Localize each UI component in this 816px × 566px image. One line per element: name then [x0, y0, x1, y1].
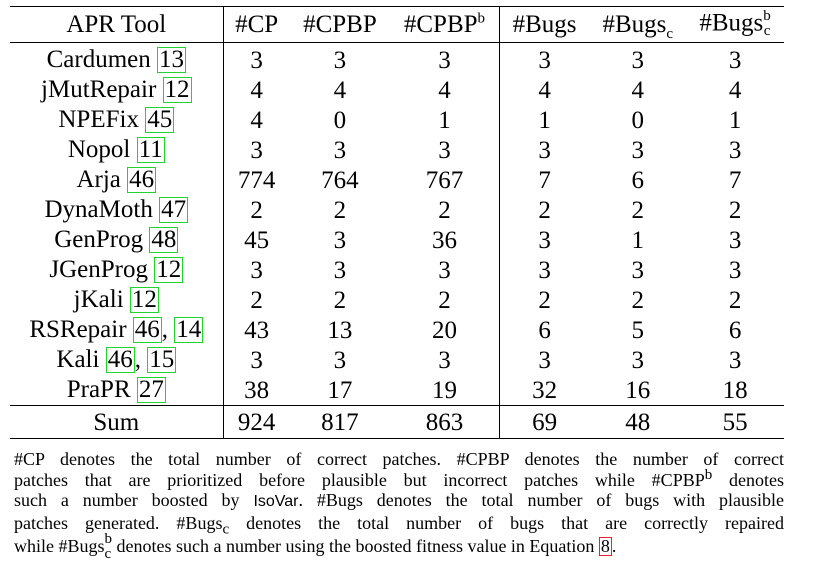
header-cpbp-boosted-text: #CPBP [403, 11, 478, 38]
header-bugs-correct-boosted [686, 7, 784, 43]
cell-cpbp: 764 [321, 166, 359, 194]
cell-bugs-correct: 1 [631, 226, 644, 254]
cell-cpbp: 0 [333, 106, 347, 134]
tool-name: Arja [76, 166, 121, 194]
tool-name: Cardumen [46, 46, 151, 74]
cell-bugs-correct: 3 [631, 346, 644, 374]
caption-line-3-b: . #Bugs denotes the total number of bugs with plausible [298, 490, 784, 510]
cell-bugs: 3 [538, 256, 551, 284]
caption-line-2-b: denotes [712, 469, 784, 490]
cell-bugs-correct: 3 [631, 136, 644, 164]
tool-name: GenProg [54, 226, 144, 254]
cell-cpbp-boosted: 3 [390, 345, 499, 375]
sum-cpbp-boosted: 863 [390, 406, 499, 439]
tool-cell: RSRepair 46, 14 [10, 315, 223, 345]
table-row [10, 315, 784, 345]
cell-cp: 3 [250, 256, 263, 284]
table-row [10, 225, 784, 255]
caption-line-4 [14, 512, 784, 538]
cell-cp: 38 [244, 376, 270, 404]
cell-bugs: 6 [538, 316, 551, 344]
tool-cell [10, 105, 223, 135]
caption-line-4-b: denotes the total number of bugs that are correctly repaired [229, 512, 784, 533]
caption-line-5-scripts [105, 532, 113, 562]
citation-link[interactable]: 27 [138, 376, 164, 404]
cell-bugs: 1 [538, 106, 551, 134]
caption-line-2 [14, 466, 784, 491]
table-row [10, 105, 784, 135]
cell-cpbp: 3 [333, 346, 347, 374]
citation-link[interactable]: 13 [158, 46, 184, 74]
cell-cpbp-boosted: 20 [390, 315, 499, 345]
cell-cp: 4 [250, 106, 263, 134]
cell-bugs: 32 [532, 376, 558, 404]
sum-cpbp: 817 [321, 408, 359, 436]
sum-row [10, 406, 784, 439]
results-table [10, 6, 784, 439]
cell-cpbp-boosted: 3 [390, 255, 499, 285]
caption-line-5 [14, 533, 784, 563]
table-row [10, 255, 784, 285]
citation-link[interactable]: 11 [138, 136, 163, 164]
cell-bugs-correct: 4 [631, 76, 644, 104]
cell-bugs: 2 [538, 286, 551, 314]
cell-cpbp-boosted: 2 [390, 195, 499, 225]
caption-line-2-a: patches that are prioritized before plausible but incorrect patches while #CPBP [14, 469, 705, 490]
sum-bugs-correct-boosted: 55 [722, 408, 748, 436]
cell-bugs-correct-boosted: 3 [728, 346, 742, 374]
tool-cell [10, 165, 223, 195]
header-cpbp-boosted-sup: b [477, 10, 486, 27]
citation-link[interactable]: 47 [161, 196, 187, 224]
cell-cpbp-boosted: 4 [390, 75, 499, 105]
cell-bugs-correct: 3 [631, 46, 644, 74]
cell-bugs: 3 [538, 46, 551, 74]
cell-bugs-correct: 3 [631, 256, 644, 284]
citation-link[interactable]: 15 [149, 346, 175, 374]
caption-line-5-end: . [611, 536, 617, 557]
header-bugs-correct-boosted-text: #Bugs [699, 9, 764, 37]
tool-cell [10, 43, 223, 76]
cell-bugs-correct-boosted: 18 [722, 376, 748, 404]
cell-bugs-correct-boosted: 6 [728, 316, 742, 344]
caption-line-5-sup: b [104, 531, 113, 547]
sum-bugs: 69 [532, 408, 558, 436]
table-row [10, 285, 784, 315]
header-apr-tool: APR Tool [10, 7, 223, 43]
tool-name: RSRepair [29, 316, 127, 344]
cell-bugs: 4 [538, 76, 551, 104]
equation-ref-link[interactable]: 8 [600, 536, 610, 557]
cell-bugs: 3 [538, 346, 551, 374]
cell-cp: 2 [250, 196, 263, 224]
cell-cp: 43 [244, 316, 270, 344]
sum-cp: 924 [237, 408, 276, 436]
cell-bugs-correct-boosted: 7 [728, 166, 742, 194]
cell-cpbp: 13 [327, 316, 353, 344]
tool-name: Kali [56, 346, 100, 374]
table-caption [14, 449, 784, 563]
cell-cp: 2 [250, 286, 263, 314]
citation-link[interactable]: 45 [147, 106, 173, 134]
citation-link[interactable]: 12 [131, 286, 157, 314]
caption-line-1: #CP denotes the total number of correct patches. #CPBP denotes the number of correct [14, 449, 784, 469]
citation-link[interactable]: 46 [134, 316, 160, 344]
citation-link[interactable]: 46 [129, 166, 155, 194]
cell-cpbp: 2 [333, 286, 347, 314]
cell-bugs: 2 [538, 196, 551, 224]
tool-cell: Kali 46, 15 [10, 345, 223, 375]
header-bugs-correct [589, 7, 686, 43]
tool-name: PraPR [66, 376, 131, 404]
cell-bugs-correct-boosted: 1 [728, 106, 742, 134]
header-bugs-correct-sub: c [666, 26, 674, 42]
cell-bugs-correct: 2 [631, 286, 644, 314]
cell-cp: 45 [244, 226, 270, 254]
citation-link[interactable]: 46 [107, 346, 133, 374]
cell-cp: 3 [250, 46, 263, 74]
header-bugs: #Bugs [512, 11, 577, 38]
cell-bugs-correct-boosted: 4 [728, 76, 742, 104]
caption-line-3 [14, 490, 784, 513]
cell-bugs-correct: 5 [631, 316, 644, 344]
cell-bugs-correct: 2 [631, 196, 644, 224]
cell-cpbp-boosted: 1 [390, 105, 499, 135]
tool-cell [10, 225, 223, 255]
table-body [10, 43, 784, 406]
cell-cpbp-boosted: 19 [390, 375, 499, 406]
tool-name: NPEFix [58, 106, 139, 134]
tool-name: jMutRepair [41, 76, 157, 104]
citation-link[interactable]: 12 [164, 76, 190, 104]
cell-bugs-correct-boosted: 2 [728, 196, 742, 224]
tool-name: jKali [73, 286, 124, 314]
cell-bugs-correct-boosted: 3 [728, 46, 742, 74]
cell-bugs: 3 [538, 136, 551, 164]
header-row [10, 7, 784, 43]
cell-cpbp-boosted: 3 [390, 135, 499, 165]
caption-line-5-b: denotes such a number using the boosted fitness value in Equation [112, 536, 599, 557]
table-row [10, 165, 784, 195]
table-row [10, 43, 784, 76]
table-row [10, 345, 784, 375]
cell-cp: 3 [250, 136, 263, 164]
tool-name: JGenProg [49, 256, 148, 284]
caption-line-5-a: while #Bugs [14, 536, 105, 557]
cell-cpbp-boosted: 36 [390, 225, 499, 255]
cell-cp: 774 [237, 166, 276, 194]
citation-link[interactable]: 12 [156, 256, 182, 284]
tool-cell [10, 75, 223, 105]
cell-cpbp: 4 [333, 76, 347, 104]
header-cpbp: #CPBP [303, 11, 377, 38]
cell-bugs: 7 [538, 166, 551, 194]
table-row [10, 135, 784, 165]
cell-cpbp: 17 [327, 376, 353, 404]
sum-label: Sum [10, 406, 223, 439]
tool-cell [10, 255, 223, 285]
cell-bugs-correct: 6 [631, 166, 644, 194]
header-cp: #CP [235, 11, 279, 38]
cell-bugs-correct-boosted: 2 [728, 286, 742, 314]
cell-cpbp-boosted: 3 [390, 43, 499, 76]
cell-cpbp: 2 [333, 196, 347, 224]
citation-link[interactable]: 14 [176, 316, 202, 344]
cell-bugs-correct-boosted: 3 [728, 226, 742, 254]
cell-cpbp: 3 [333, 256, 347, 284]
cell-cp: 4 [250, 76, 263, 104]
header-bugs-correct-boosted-scripts [763, 9, 771, 39]
cell-bugs-correct-boosted: 3 [728, 136, 742, 164]
caption-tool-name: IsoVar [253, 493, 299, 510]
table-row [10, 75, 784, 105]
sum-bugs-correct: 48 [625, 408, 651, 436]
caption-line-4-a: patches generated. #Bugs [14, 512, 223, 533]
cell-cpbp: 3 [333, 226, 347, 254]
cell-cpbp: 3 [333, 136, 347, 164]
header-bugs-correct-boosted-sub: c [763, 22, 771, 39]
tool-name: Nopol [67, 136, 131, 164]
caption-line-4-sub: c [222, 521, 230, 538]
header-bugs-correct-text: #Bugs [602, 11, 667, 38]
cell-cp: 3 [250, 346, 263, 374]
tool-cell [10, 195, 223, 225]
caption-line-2-sup: b [704, 466, 713, 483]
table-row [10, 195, 784, 225]
caption-line-5-sub: c [104, 546, 112, 562]
cell-cpbp: 3 [333, 46, 347, 74]
cell-bugs: 3 [538, 226, 551, 254]
table-row [10, 375, 784, 406]
tool-name: DynaMoth [44, 196, 153, 224]
tool-cell [10, 375, 223, 406]
caption-line-3-a: such a number boosted by [14, 490, 254, 510]
tool-cell [10, 285, 223, 315]
cell-cpbp-boosted: 2 [390, 285, 499, 315]
cell-bugs-correct: 16 [625, 376, 651, 404]
header-bugs-correct-boosted-sup: b [763, 7, 771, 24]
cell-bugs-correct: 0 [631, 106, 644, 134]
cell-bugs-correct-boosted: 3 [728, 256, 742, 284]
citation-link[interactable]: 48 [151, 226, 177, 254]
tool-cell [10, 135, 223, 165]
header-cpbp-boosted [390, 7, 499, 43]
cell-cpbp-boosted: 767 [390, 165, 499, 195]
